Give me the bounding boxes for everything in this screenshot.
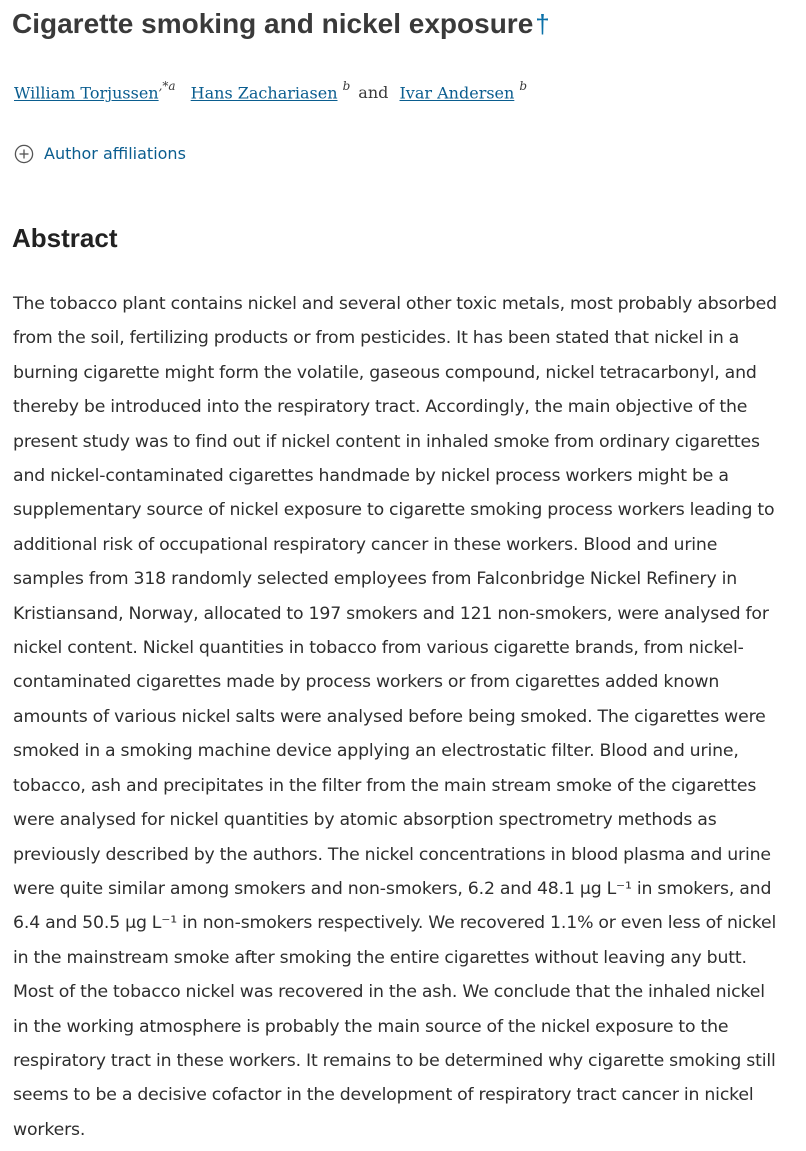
abstract-heading: Abstract: [12, 223, 118, 253]
abstract-line: in the mainstream smoke after smoking the entire cigarettes without leaving any butt.: [13, 947, 747, 968]
abstract-line: seems to be a decisive cofactor in the development of respiratory tract cancer in nickel: [13, 1085, 754, 1106]
abstract-text: [13, 287, 805, 1147]
abstract-line: were analysed for nickel quantities by atomic absorption spectrometry methods as: [13, 810, 717, 831]
abstract-line: respiratory tract in these workers. It remains to be determined why cigarette smoking still: [13, 1050, 776, 1071]
abstract-line: samples from 318 randomly selected employees from Falconbridge Nickel Refinery in: [13, 569, 738, 590]
abstract-line: supplementary source of nickel exposure to cigarette smoking process workers leading to: [13, 500, 775, 521]
abstract-line: in the working atmosphere is probably the main source of the nickel exposure to the: [13, 1016, 729, 1037]
abstract-line: previously described by the authors. The nickel concentrations in blood plasma and urine: [13, 844, 771, 865]
abstract-line: The tobacco plant contains nickel and several other toxic metals, most probably absorbed: [13, 294, 777, 314]
abstract-line: amounts of various nickel salts were analysed before being smoked. The cigarettes were: [13, 706, 766, 727]
author-link-andersen[interactable]: Ivar Andersen: [399, 83, 515, 103]
abstract-line: smoked in a smoking machine device applying an electrostatic filter. Blood and urine,: [13, 741, 739, 762]
article-title: [12, 4, 550, 44]
abstract-line: were quite similar among smokers and non-smokers, 6.2 and 48.1 μg L⁻¹ in smokers, and: [13, 878, 772, 899]
abstract-line: contaminated cigarettes made by process workers or from cigarettes added known: [13, 672, 720, 693]
author-mark-torjussen: ,*a: [158, 79, 176, 93]
title-footnote-link[interactable]: †: [535, 9, 550, 39]
abstract-line: 6.4 and 50.5 μg L⁻¹ in non-smokers respectively. We recovered 1.1% or even less of nickel: [13, 913, 777, 934]
author-mark-zachariasen: b: [342, 79, 351, 93]
abstract-line: additional risk of occupational respiratory cancer in these workers. Blood and urine: [13, 534, 718, 555]
author-affiliations-label: Author affiliations: [44, 144, 186, 163]
author-affiliations-toggle[interactable]: [14, 142, 186, 166]
abstract-line: Most of the tobacco nickel was recovered in the ash. We conclude that the inhaled nickel: [13, 982, 765, 1003]
abstract-line: and nickel-contaminated cigarettes handmade by nickel process workers might be a: [13, 466, 729, 487]
author-link-torjussen[interactable]: William Torjussen: [14, 83, 159, 103]
author-list: [14, 74, 527, 107]
abstract-line: nickel content. Nickel quantities in tobacco from various cigarette brands, from nickel-: [13, 638, 744, 659]
plus-circle-icon: [14, 144, 34, 164]
abstract-line: Kristiansand, Norway, allocated to 197 smokers and 121 non-smokers, were analysed for: [13, 603, 769, 624]
abstract-line: present study was to find out if nickel content in inhaled smoke from ordinary cigarettes: [13, 431, 760, 452]
authors-conjunction: and: [358, 83, 389, 103]
article-title-text: Cigarette smoking and nickel exposure: [12, 8, 534, 39]
author-link-zachariasen[interactable]: Hans Zachariasen: [190, 83, 338, 103]
abstract-line: from the soil, fertilizing products or from pesticides. It has been stated that nickel in a: [13, 328, 740, 349]
abstract-line: thereby be introduced into the respiratory tract. Accordingly, the main objective of the: [13, 397, 748, 418]
abstract-line: workers.: [13, 1119, 86, 1140]
author-mark-andersen: b: [519, 79, 528, 93]
abstract-line: burning cigarette might form the volatile, gaseous compound, nickel tetracarbonyl, and: [13, 362, 757, 383]
abstract-line: tobacco, ash and precipitates in the filter from the main stream smoke of the cigarettes: [13, 775, 757, 796]
